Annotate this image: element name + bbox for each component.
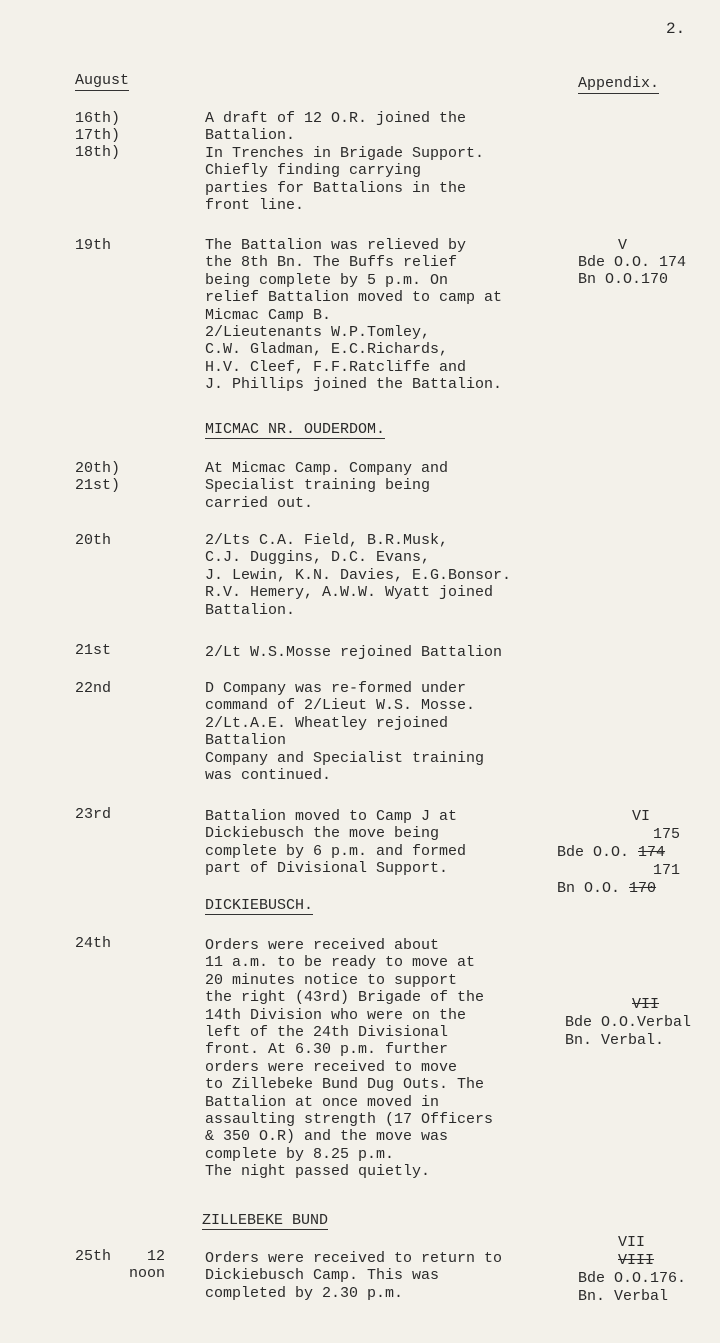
appendix-bde: Bde O.O.176. bbox=[578, 1270, 687, 1287]
entry-date: 20th bbox=[75, 532, 112, 549]
entry-time: 12 noon bbox=[129, 1248, 166, 1282]
entry-text: The Battalion was relieved by the 8th Bn. The Buffs relief being complete by 5 p.m. On relief Battalion moved to camp at Micmac Camp B. 2/Lieutenants W.P.Tomley, C.W. Gladman, E.C.Richards, H.V. Cleef, F.F.Ratcliffe and J. Phillips joined the Battalion. bbox=[205, 237, 503, 394]
appendix-header: Appendix. bbox=[578, 75, 660, 92]
month-header: August bbox=[75, 72, 130, 89]
entry-date: 21st bbox=[75, 642, 112, 659]
entry-text: At Micmac Camp. Company and Specialist training being carried out. bbox=[205, 460, 449, 512]
appendix-bde-old: 174 bbox=[638, 844, 666, 861]
entry-text: A draft of 12 O.R. joined the Battalion. In Trenches in Brigade Support. Chiefly finding carrying parties for Battalions in the front line. bbox=[205, 110, 485, 215]
entry-text: Battalion moved to Camp J at Dickiebusch the move being complete by 6 p.m. and formed part of Divisional Support. bbox=[205, 808, 467, 878]
appendix-roman-struck: VII bbox=[632, 996, 660, 1013]
appendix-roman-struck: VIII bbox=[618, 1252, 655, 1269]
appendix-bde-new: 175 bbox=[653, 826, 681, 843]
entry-text: 2/Lt W.S.Mosse rejoined Battalion bbox=[205, 644, 503, 661]
appendix-bde: Bde O.O. 174 bbox=[557, 844, 666, 861]
entry-text: Orders were received to return to Dickiebusch Camp. This was completed by 2.30 p.m. bbox=[205, 1250, 503, 1302]
appendix-bn: Bn O.O. 170 bbox=[557, 880, 657, 897]
entry-text: D Company was re-formed under command of 2/Lieut W.S. Mosse. 2/Lt.A.E. Wheatley rejoined Battalion Company and Specialist training was continued. bbox=[205, 680, 485, 785]
entry-date: 22nd bbox=[75, 680, 112, 697]
entry-date: 24th bbox=[75, 935, 112, 952]
entry-date: 25th bbox=[75, 1248, 112, 1265]
appendix-bn-old: 170 bbox=[629, 880, 657, 897]
location-heading: DICKIEBUSCH. bbox=[205, 897, 314, 914]
appendix-roman: VII bbox=[618, 1234, 646, 1251]
appendix-bde: Bde O.O.Verbal bbox=[565, 1014, 692, 1031]
entry-date: 19th bbox=[75, 237, 112, 254]
entry-date: 16th) 17th) 18th) bbox=[75, 110, 121, 161]
appendix-bn: Bn. Verbal bbox=[578, 1288, 669, 1305]
appendix-reference: V Bde O.O. 174 Bn O.O.170 bbox=[578, 237, 687, 288]
entry-date: 20th) 21st) bbox=[75, 460, 121, 494]
location-heading: ZILLEBEKE BUND bbox=[202, 1212, 329, 1229]
entry-text: 2/Lts C.A. Field, B.R.Musk, C.J. Duggins, D.C. Evans, J. Lewin, K.N. Davies, E.G.Bonsor. R.V. Hemery, A.W.W. Wyatt joined Battalion. bbox=[205, 532, 512, 619]
entry-text: Orders were received about 11 a.m. to be ready to move at 20 minutes notice to support the right (43rd) Brigade of the 14th Division who were on the left of the 24th Divisional front. At 6.30 p.m. further orders were received to move to Zillebeke Bund Dug Outs. The Battalion at once moved in assaulting strength (17 Officers & 350 O.R) and the move was complete by 8.25 p.m. The night passed quietly. bbox=[205, 937, 494, 1181]
appendix-bn: Bn. Verbal. bbox=[565, 1032, 665, 1049]
location-heading: MICMAC NR. OUDERDOM. bbox=[205, 421, 386, 438]
appendix-roman: VI bbox=[632, 808, 651, 825]
entry-date: 23rd bbox=[75, 806, 112, 823]
page-number: 2. bbox=[666, 20, 686, 38]
appendix-bn-new: 171 bbox=[653, 862, 681, 879]
